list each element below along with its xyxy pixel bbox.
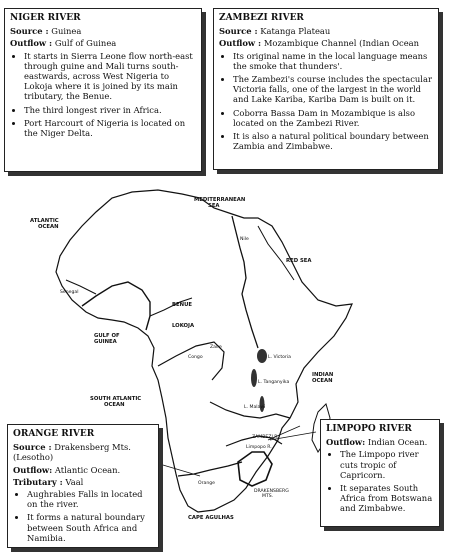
lake-tanganyika	[251, 369, 257, 387]
list-item: • It forms a natural boundary between South Africa and Namibia.	[27, 512, 153, 543]
label-south-atlantic: SOUTH ATLANTIC OCEAN	[90, 396, 142, 408]
label-benue: BENUE	[172, 302, 193, 308]
list-item: • Coborra Bassa Dam in Mozambique is also located on the Zambezi River.	[233, 108, 433, 128]
zambezi-source: Source : Katanga Plateau	[219, 26, 331, 37]
zambezi-title: ZAMBEZI RIVER	[219, 13, 304, 23]
limpopo-points	[326, 449, 434, 513]
list-item: • The Zambezi's course includes the spectacular Victoria falls, one of the largest in the world and Lake Kariba, Kariba Dam is built on it.	[233, 74, 433, 105]
label-l-malawi: L. Malawi	[244, 405, 266, 410]
orange-tributary: Tributary : Vaal	[13, 476, 84, 487]
nile-river	[232, 216, 258, 348]
label-l-victoria: L. Victoria	[268, 355, 291, 360]
label-limpopo-r: Limpopo R.	[246, 445, 272, 450]
orange-river-line	[178, 462, 242, 476]
niger-title: NIGER RIVER	[10, 13, 81, 23]
list-item: • The third longest river in Africa.	[24, 105, 196, 115]
limpopo-river-box	[320, 419, 440, 527]
label-orange: Orange	[198, 481, 215, 486]
label-zambezi-r: ZAMBEZI R.	[252, 435, 279, 440]
label-mediterranean: MEDITERRANEAN SEA	[194, 197, 246, 209]
niger-river-line	[82, 282, 150, 330]
list-item: • It starts in Sierra Leone flow north-east through guine and Mali turns south-eastwards, across West Nigeria to Lokoja where it is joined by its main tributary, the Benue.	[24, 51, 196, 102]
orange-source: Source : Drakensberg Mts. (Lesotho)	[13, 442, 131, 463]
list-item: • Its original name in the local language means the smoke that thunders'.	[233, 51, 433, 71]
label-cape-agulhas: CAPE AGULHAS	[188, 515, 234, 521]
list-item: • Port Harcourt of Nigeria is located on the Niger Delta.	[24, 118, 196, 138]
label-congo: Congo	[188, 355, 203, 360]
limpopo-title: LIMPOPO RIVER	[326, 424, 412, 434]
label-red-sea: RED SEA	[286, 258, 312, 264]
list-item: • It is also a natural political boundary between Zambia and Zimbabwe.	[233, 131, 433, 151]
list-item: • It separates South Africa from Botswana and Zimbabwe.	[340, 483, 434, 514]
list-item: • Aughrabies Falls in located on the river.	[27, 489, 153, 509]
label-atlantic: ATLANTIC OCEAN	[30, 218, 59, 230]
list-item: • The Limpopo river cuts tropic of Capricorn.	[340, 449, 434, 480]
label-drakensberg: DRAKENSBERG MTS.	[254, 489, 289, 499]
orange-river-box	[7, 424, 159, 548]
orange-title: ORANGE RIVER	[13, 429, 95, 439]
zambezi-outflow: Outflow : Mozambique Channel (Indian Ocean	[219, 38, 420, 49]
lake-victoria	[257, 349, 267, 363]
label-senegal: Senegal	[60, 290, 79, 295]
label-l-tanganyika: L. Tanganyika	[258, 380, 290, 385]
limpopo-outflow: Outflow: Indian Ocean.	[326, 437, 428, 448]
label-lokoja: LOKOJA	[172, 323, 195, 329]
label-indian-ocean: INDIAN OCEAN	[312, 372, 334, 384]
niger-outflow: Outflow : Gulf of Guinea	[10, 38, 117, 49]
label-gulf-of-guinea: GULF OF GUINEA	[94, 333, 120, 345]
orange-outflow: Outflow: Atlantic Ocean.	[13, 464, 121, 475]
orange-points	[13, 489, 153, 543]
red-sea-coast	[258, 226, 294, 280]
label-nile: Nile	[240, 237, 249, 242]
label-zaire: Zaire	[210, 345, 222, 350]
drakensberg-region	[238, 452, 272, 486]
niger-source: Source : Guinea	[10, 26, 82, 37]
